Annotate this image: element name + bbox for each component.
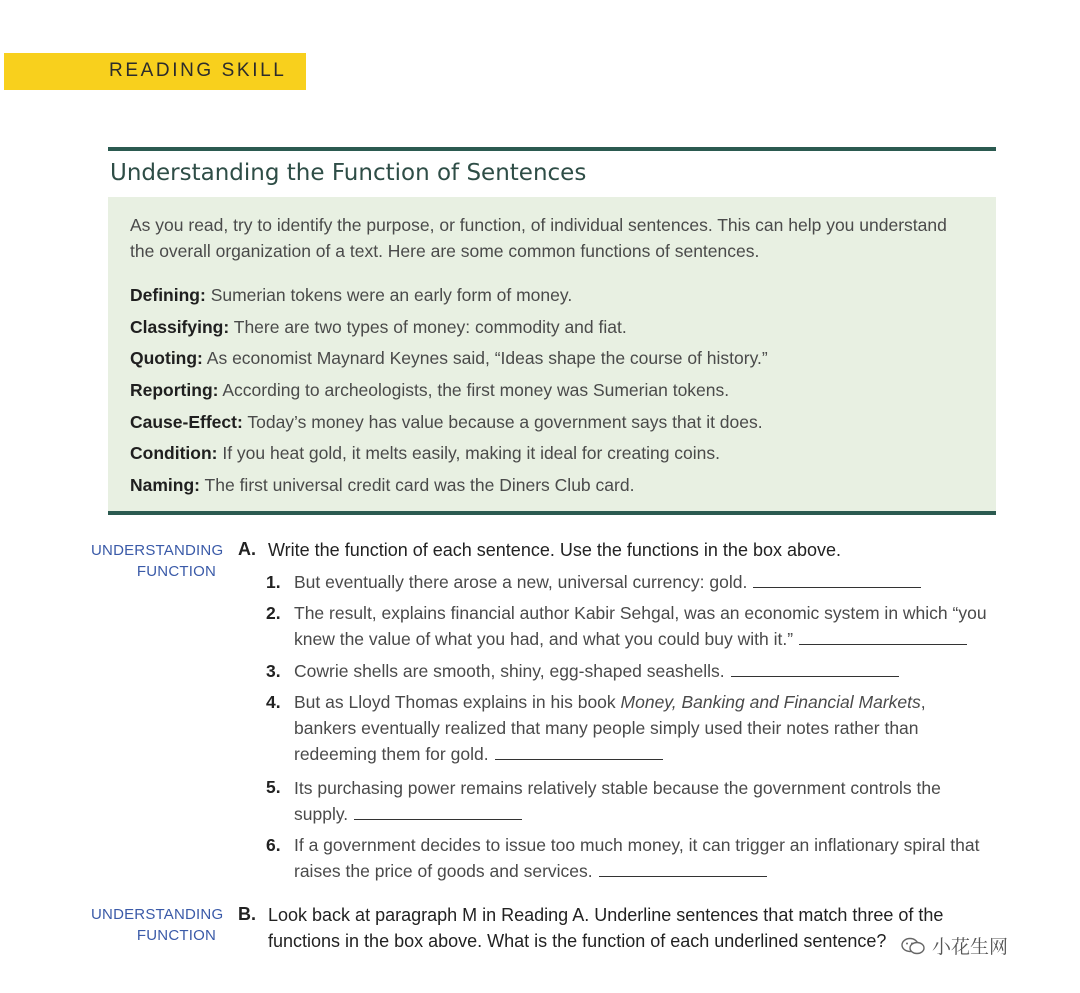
item-number: 6.: [266, 835, 281, 855]
item-text: Cowrie shells are smooth, shiny, egg-shaped seashells.: [294, 661, 725, 681]
function-row-quoting: [130, 345, 990, 377]
item-number: 1.: [266, 572, 281, 592]
answer-blank[interactable]: [495, 749, 663, 760]
function-row-reporting: [130, 377, 990, 409]
function-term: Defining:: [130, 285, 206, 305]
function-term: Classifying:: [130, 316, 230, 337]
item-3: [294, 658, 999, 684]
answer-blank[interactable]: [799, 634, 967, 645]
banner-label: READING SKILL: [109, 60, 287, 81]
function-term: Condition:: [130, 443, 218, 464]
section-b-side-label: [91, 904, 224, 946]
item-text: But eventually there arose a new, universal currency: gold.: [294, 572, 748, 592]
watermark: [898, 932, 1010, 959]
side-label-line: UNDERSTANDING: [91, 542, 224, 559]
item-2: [294, 600, 999, 652]
box-bottom-rule: [108, 511, 996, 515]
section-b-letter: B.: [238, 904, 256, 924]
side-label-line: FUNCTION: [136, 927, 216, 944]
watermark-text: 小花生网: [932, 936, 1009, 958]
answer-blank[interactable]: [599, 866, 767, 877]
item-1: [294, 569, 999, 595]
section-b-instruction: Look back at paragraph M in Reading A. Underline sentences that match three of the functions in the box above. What is the function of each underlined sentence?: [268, 905, 944, 951]
box-top-rule: [108, 147, 996, 151]
item-text: The result, explains financial author Kabir Sehgal, was an economic system in which “you knew the value of what you had, and what you could buy with it.”: [294, 603, 987, 649]
function-row-classifying: [130, 314, 990, 346]
answer-blank[interactable]: [731, 666, 899, 677]
item-text: But as Lloyd Thomas explains in his book: [294, 692, 621, 712]
item-text: Its purchasing power remains relatively stable because the government controls the supply.: [294, 778, 941, 824]
function-term: Cause-Effect:: [130, 411, 243, 432]
function-term: Quoting:: [130, 348, 203, 369]
function-term: Reporting:: [130, 380, 219, 401]
function-term: Naming:: [130, 475, 200, 496]
function-row-defining: [130, 282, 990, 314]
reading-skill-banner: [4, 53, 306, 90]
item-number: 2.: [266, 603, 281, 623]
item-text: , bankers eventually realized that many people simply used their notes rather than redeeming them for gold.: [294, 692, 926, 764]
side-label-line: UNDERSTANDING: [91, 906, 224, 923]
item-6: [294, 832, 999, 884]
function-row-cause-effect: [130, 409, 990, 441]
function-example: As economist Maynard Keynes said, “Ideas shape the course of history.”: [202, 348, 768, 369]
function-row-naming: [130, 472, 990, 504]
section-a-letter: A.: [238, 539, 256, 559]
section-a-side-label: [91, 540, 224, 582]
answer-blank[interactable]: [753, 577, 921, 588]
function-example: The first universal credit card was the Diners Club card.: [200, 475, 635, 496]
item-4: [294, 689, 974, 767]
item-number: 5.: [266, 777, 281, 797]
function-example: Today’s money has value because a government says that it does.: [242, 411, 763, 432]
skill-box: [108, 147, 996, 515]
box-intro: As you read, try to identify the purpose, or function, of individual sentences. This can help you understand the overall organization of a text. Here are some common functions of sentences.: [130, 215, 947, 261]
side-label-line: FUNCTION: [136, 563, 216, 580]
item-number: 4.: [266, 692, 281, 712]
answer-blank[interactable]: [354, 809, 522, 820]
section-a-instruction: Write the function of each sentence. Use the functions in the box above.: [268, 540, 842, 560]
wechat-icon: [900, 936, 932, 958]
function-example: According to archeologists, the first money was Sumerian tokens.: [218, 380, 730, 401]
item-5: [294, 775, 999, 827]
item-number: 3.: [266, 661, 281, 681]
box-title: Understanding the Function of Sentences: [110, 160, 587, 186]
function-example: If you heat gold, it melts easily, making it ideal for creating coins.: [217, 443, 721, 464]
function-example: There are two types of money: commodity and fiat.: [229, 316, 627, 337]
book-title: Money, Banking and Financial Markets: [620, 692, 921, 712]
function-list: [130, 282, 990, 504]
function-row-condition: [130, 440, 990, 472]
item-text: If a government decides to issue too much money, it can trigger an inflationary spiral that raises the price of goods and services.: [294, 835, 980, 881]
box-body: [108, 197, 996, 511]
function-example: Sumerian tokens were an early form of money.: [205, 285, 573, 305]
